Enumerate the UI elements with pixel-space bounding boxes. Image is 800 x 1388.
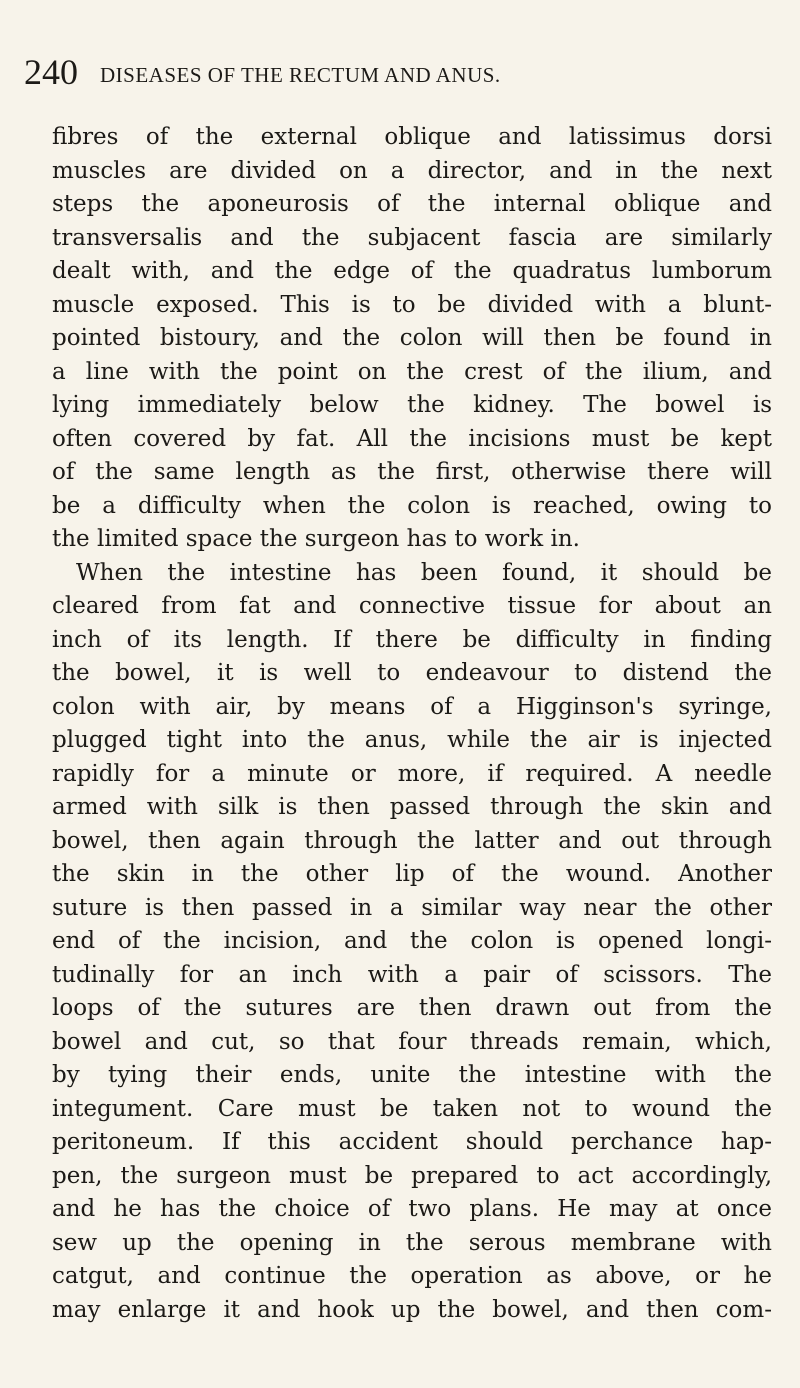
text-line: peritoneum. If this accident should perchance hap-: [52, 1129, 772, 1155]
page-number: 240: [24, 52, 78, 92]
text-line: and he has the choice of two plans. He may at once: [52, 1196, 772, 1222]
text-line: transversalis and the subjacent fascia are similarly: [52, 224, 772, 251]
text-line: be a difficulty when the colon is reached, owing to: [52, 492, 772, 519]
text-line: rapidly for a minute or more, if required. A needle: [52, 760, 772, 787]
paragraph-end-line: the limited space the surgeon has to work in.: [52, 526, 580, 552]
text-line: a line with the point on the crest of the ilium, and: [52, 358, 772, 385]
text-line: muscles are divided on a director, and in the next: [52, 157, 772, 184]
paragraph-start-line: When the intestine has been found, it should be: [76, 559, 772, 586]
text-line: plugged tight into the anus, while the air is injected: [52, 727, 772, 753]
text-line: pointed bistoury, and the colon will then be found in: [52, 325, 772, 351]
text-line: dealt with, and the edge of the quadratus lumborum: [52, 258, 772, 284]
running-head: DISEASES OF THE RECTUM AND ANUS.: [100, 63, 501, 87]
text-line: end of the incision, and the colon is opened longi-: [52, 928, 772, 954]
text-line: armed with silk is then passed through the skin and: [52, 794, 772, 820]
text-line: of the same length as the first, otherwise there will: [52, 459, 772, 485]
text-line: fibres of the external oblique and latissimus dorsi: [52, 124, 772, 150]
text-line: integument. Care must be taken not to wound the: [52, 1095, 772, 1122]
text-line: by tying their ends, unite the intestine with the: [52, 1062, 772, 1088]
body-text: [52, 121, 772, 1327]
text-line: the bowel, it is well to endeavour to distend the: [52, 660, 772, 686]
text-line: suture is then passed in a similar way near the other: [52, 894, 772, 921]
text-line: steps the aponeurosis of the internal oblique and: [52, 191, 772, 217]
text-line: pen, the surgeon must be prepared to act accordingly,: [52, 1162, 772, 1189]
text-line: colon with air, by means of a Higginson's syringe,: [52, 693, 772, 720]
text-line: catgut, and continue the operation as above, or he: [52, 1263, 772, 1289]
text-line: cleared from fat and connective tissue for about an: [52, 593, 772, 619]
text-line: sew up the opening in the serous membrane with: [52, 1229, 772, 1256]
text-line: lying immediately below the kidney. The bowel is: [52, 392, 772, 418]
text-line: bowel and cut, so that four threads remain, which,: [52, 1028, 772, 1055]
text-line: bowel, then again through the latter and out through: [52, 827, 772, 854]
text-line: the skin in the other lip of the wound. Another: [52, 861, 772, 887]
text-line: often covered by fat. All the incisions must be kept: [52, 425, 772, 452]
text-line: may enlarge it and hook up the bowel, and then com-: [52, 1296, 772, 1323]
text-line: inch of its length. If there be difficulty in finding: [52, 626, 772, 653]
text-line: loops of the sutures are then drawn out from the: [52, 995, 772, 1021]
text-line: tudinally for an inch with a pair of scissors. The: [52, 961, 772, 988]
text-line: muscle exposed. This is to be divided with a blunt-: [52, 291, 772, 318]
